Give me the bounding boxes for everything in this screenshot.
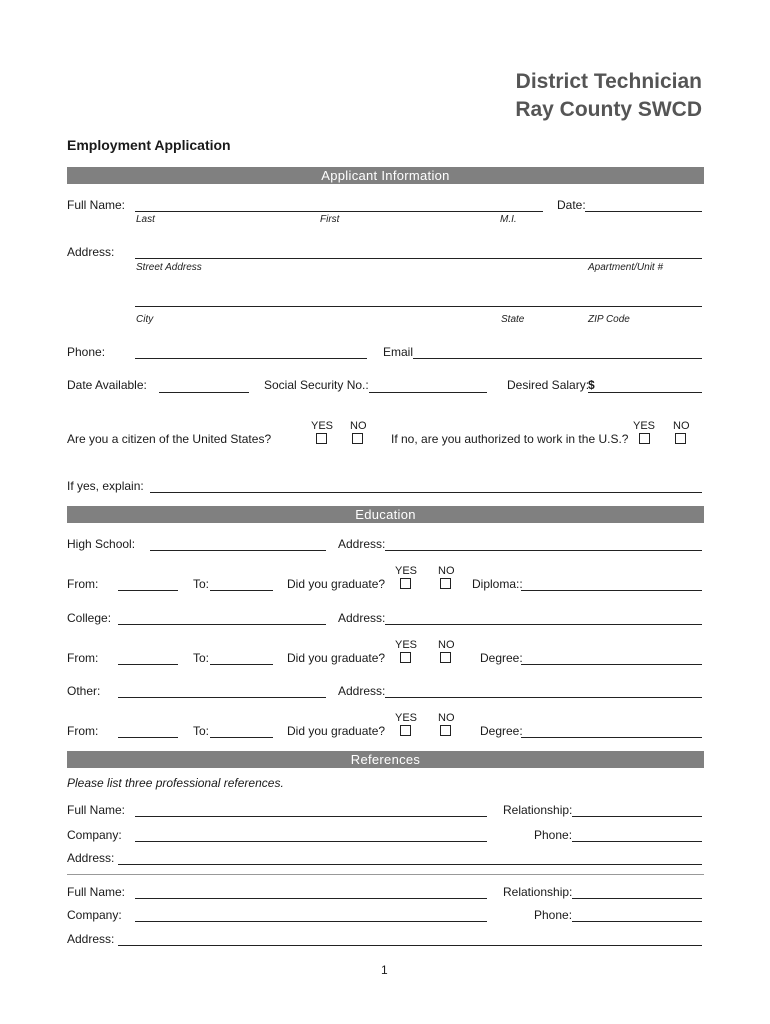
ref2-company-field[interactable] [135, 921, 487, 922]
citizen-question: Are you a citizen of the United States? [67, 432, 272, 446]
diploma-field[interactable] [521, 590, 702, 591]
ref2-relationship-label: Relationship: [503, 885, 573, 899]
authorized-question: If no, are you authorized to work in the U.S.? [391, 432, 629, 446]
phone-field[interactable] [135, 358, 367, 359]
ref1-phone-label: Phone: [534, 828, 573, 842]
college-graduate-yes-label: YES [395, 639, 418, 651]
desired-salary-field[interactable] [588, 392, 702, 393]
date-available-field[interactable] [159, 392, 249, 393]
date-label: Date: [557, 198, 586, 212]
ref1-full-name-label: Full Name: [67, 803, 126, 817]
citizen-no-label: NO [350, 420, 367, 432]
full-name-field[interactable] [135, 211, 543, 212]
other-graduate-no-checkbox[interactable] [440, 725, 451, 736]
other-to-label: To: [193, 724, 210, 738]
citizen-no-checkbox[interactable] [352, 433, 363, 444]
hs-graduate-yes-checkbox[interactable] [400, 578, 411, 589]
full-name-label: Full Name: [67, 198, 126, 212]
ref1-company-field[interactable] [135, 841, 487, 842]
high-school-label: High School: [67, 537, 136, 551]
hs-to-field[interactable] [210, 590, 273, 591]
hs-from-field[interactable] [118, 590, 178, 591]
apartment-unit-caption: Apartment/Unit # [588, 262, 664, 273]
phone-label: Phone: [67, 345, 106, 359]
ref1-address-label: Address: [67, 851, 115, 865]
references-instruction: Please list three professional references. [67, 776, 284, 790]
section-header-education: Education [67, 506, 704, 523]
hs-graduate-no-checkbox[interactable] [440, 578, 451, 589]
address-label: Address: [67, 245, 115, 259]
other-school-field[interactable] [118, 697, 326, 698]
ref1-relationship-field[interactable] [572, 816, 702, 817]
ssn-field[interactable] [369, 392, 487, 393]
section-header-references: References [67, 751, 704, 768]
last-name-caption: Last [136, 214, 155, 225]
college-graduate-no-checkbox[interactable] [440, 652, 451, 663]
other-address-label: Address: [338, 684, 386, 698]
college-from-field[interactable] [118, 664, 178, 665]
college-address-field[interactable] [385, 624, 702, 625]
document-title-line-2: Ray County SWCD [515, 98, 702, 121]
authorized-yes-label: YES [633, 420, 656, 432]
citizen-yes-label: YES [311, 420, 334, 432]
email-label: Email [383, 345, 414, 359]
high-school-field[interactable] [150, 550, 326, 551]
ref2-address-label: Address: [67, 932, 115, 946]
state-caption: State [501, 314, 525, 325]
page-number: 1 [381, 963, 388, 977]
high-school-address-label: Address: [338, 537, 386, 551]
college-degree-field[interactable] [521, 664, 702, 665]
city-caption: City [136, 314, 154, 325]
street-address-field[interactable] [135, 258, 702, 259]
ref2-full-name-label: Full Name: [67, 885, 126, 899]
other-address-field[interactable] [385, 697, 702, 698]
document-title-line-1: District Technician [515, 70, 702, 93]
college-address-label: Address: [338, 611, 386, 625]
hs-graduate-yes-label: YES [395, 565, 418, 577]
authorized-no-checkbox[interactable] [675, 433, 686, 444]
college-to-field[interactable] [210, 664, 273, 665]
section-header-applicant: Applicant Information [67, 167, 704, 184]
first-name-caption: First [320, 214, 340, 225]
other-graduate-question: Did you graduate? [287, 724, 386, 738]
email-field[interactable] [413, 358, 702, 359]
reference-divider [67, 874, 704, 875]
other-degree-field[interactable] [521, 737, 702, 738]
college-label: College: [67, 611, 112, 625]
citizen-yes-checkbox[interactable] [316, 433, 327, 444]
street-address-caption: Street Address [136, 262, 202, 273]
form-title: Employment Application [67, 137, 231, 153]
authorized-no-label: NO [673, 420, 690, 432]
college-graduate-question: Did you graduate? [287, 651, 386, 665]
other-degree-label: Degree: [480, 724, 523, 738]
college-graduate-yes-checkbox[interactable] [400, 652, 411, 663]
ref1-address-field[interactable] [118, 864, 702, 865]
hs-graduate-no-label: NO [438, 565, 455, 577]
other-graduate-no-label: NO [438, 712, 455, 724]
high-school-address-field[interactable] [385, 550, 702, 551]
college-graduate-no-label: NO [438, 639, 455, 651]
explain-label: If yes, explain: [67, 479, 144, 493]
date-field[interactable] [585, 211, 702, 212]
other-graduate-yes-label: YES [395, 712, 418, 724]
ref1-full-name-field[interactable] [135, 816, 487, 817]
other-from-label: From: [67, 724, 99, 738]
other-from-field[interactable] [118, 737, 178, 738]
authorized-yes-checkbox[interactable] [639, 433, 650, 444]
ref2-phone-label: Phone: [534, 908, 573, 922]
ref2-company-label: Company: [67, 908, 122, 922]
hs-from-label: From: [67, 577, 99, 591]
ref2-phone-field[interactable] [572, 921, 702, 922]
college-to-label: To: [193, 651, 210, 665]
college-from-label: From: [67, 651, 99, 665]
college-field[interactable] [118, 624, 326, 625]
ref2-full-name-field[interactable] [135, 898, 487, 899]
hs-graduate-question: Did you graduate? [287, 577, 386, 591]
salary-currency-symbol: $ [588, 378, 595, 392]
ref2-relationship-field[interactable] [572, 898, 702, 899]
other-graduate-yes-checkbox[interactable] [400, 725, 411, 736]
zip-code-caption: ZIP Code [588, 314, 630, 325]
ssn-label: Social Security No.: [264, 378, 369, 392]
city-state-zip-field[interactable] [135, 306, 702, 307]
college-degree-label: Degree: [480, 651, 523, 665]
date-available-label: Date Available: [67, 378, 147, 392]
other-to-field[interactable] [210, 737, 273, 738]
hs-to-label: To: [193, 577, 210, 591]
ref1-company-label: Company: [67, 828, 122, 842]
other-label: Other: [67, 684, 101, 698]
ref2-address-field[interactable] [118, 945, 702, 946]
desired-salary-label: Desired Salary: [507, 378, 590, 392]
middle-initial-caption: M.I. [500, 214, 517, 225]
ref1-phone-field[interactable] [572, 841, 702, 842]
explain-field[interactable] [150, 492, 702, 493]
ref1-relationship-label: Relationship: [503, 803, 573, 817]
diploma-label: Diploma:: [472, 577, 523, 591]
